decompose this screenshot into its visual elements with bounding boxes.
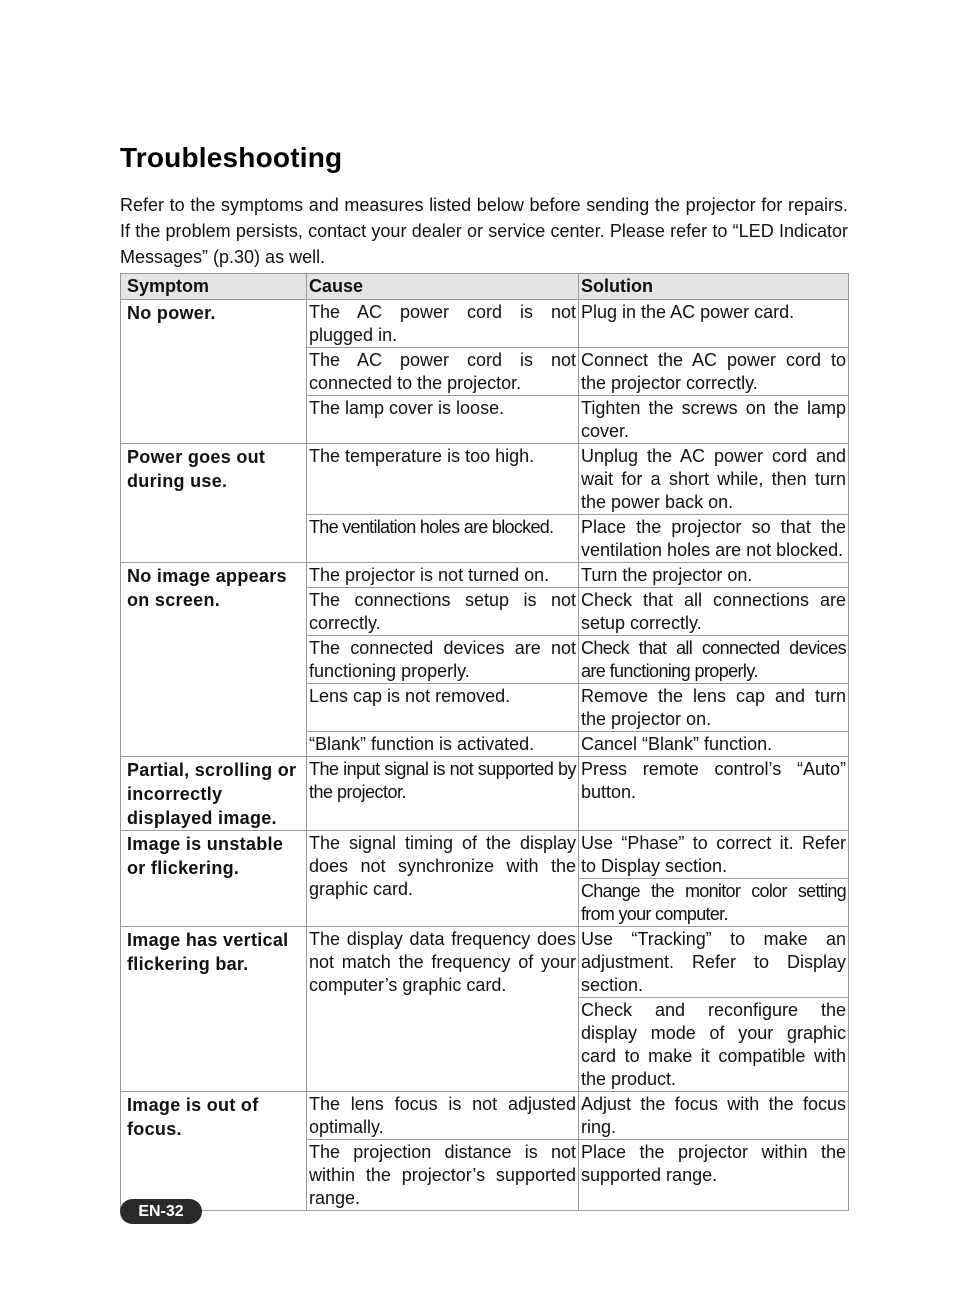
- cause-cell: The projection distance is not within the projector’s supported range.: [307, 1140, 579, 1211]
- cause-cell: The ventilation holes are blocked.: [307, 515, 579, 563]
- table-header: [121, 274, 849, 300]
- table-body: [121, 300, 849, 1211]
- cause-cell: The connections setup is not correctly.: [307, 588, 579, 636]
- header-cause: Cause: [307, 274, 579, 300]
- table-row: [121, 927, 849, 998]
- solution-cell: Remove the lens cap and turn the projector on.: [579, 684, 849, 732]
- cause-cell: “Blank” function is activated.: [307, 732, 579, 757]
- symptom-cell: No image appears on screen.: [121, 563, 307, 757]
- cause-cell: The display data frequency does not match the frequency of your computer’s graphic card.: [307, 927, 579, 1092]
- table-row: [121, 831, 849, 879]
- page-number-badge: EN-32: [120, 1199, 202, 1224]
- solution-cell: Cancel “Blank” function.: [579, 732, 849, 757]
- solution-cell: Use “Tracking” to make an adjustment. Refer to Display section.: [579, 927, 849, 998]
- page-title: Troubleshooting: [120, 142, 343, 173]
- cause-cell: The input signal is not supported by the projector.: [307, 757, 579, 831]
- cause-cell: The temperature is too high.: [307, 444, 579, 515]
- symptom-cell: Partial, scrolling or incorrectly displayed image.: [121, 757, 307, 831]
- solution-cell: Place the projector within the supported range.: [579, 1140, 849, 1211]
- symptom-cell: Power goes out during use.: [121, 444, 307, 563]
- table-row: [121, 757, 849, 831]
- header-symptom: Symptom: [121, 274, 307, 300]
- cause-cell: The projector is not turned on.: [307, 563, 579, 588]
- table-row: [121, 300, 849, 348]
- cause-cell: The connected devices are not functioning properly.: [307, 636, 579, 684]
- symptom-cell: Image is out of focus.: [121, 1092, 307, 1211]
- cause-cell: Lens cap is not removed.: [307, 684, 579, 732]
- symptom-cell: Image has vertical flickering bar.: [121, 927, 307, 1092]
- solution-cell: Unplug the AC power cord and wait for a short while, then turn the power back on.: [579, 444, 849, 515]
- cause-cell: The AC power cord is not plugged in.: [307, 300, 579, 348]
- intro-paragraph: Refer to the symptoms and measures listed below before sending the projector for repairs. If the problem persists, contact your dealer or service center. Please refer to “LED Indicator Messages” (p.30) as well.: [120, 195, 848, 267]
- solution-cell: Check that all connected devices are functioning properly.: [579, 636, 849, 684]
- solution-cell: Check that all connections are setup correctly.: [579, 588, 849, 636]
- cause-cell: The lens focus is not adjusted optimally.: [307, 1092, 579, 1140]
- solution-cell: Check and reconfigure the display mode of your graphic card to make it compatible with the product.: [579, 998, 849, 1092]
- solution-cell: Place the projector so that the ventilation holes are not blocked.: [579, 515, 849, 563]
- cause-cell: The signal timing of the display does not synchronize with the graphic card.: [307, 831, 579, 927]
- solution-cell: Change the monitor color setting from your computer.: [579, 879, 849, 927]
- cause-cell: The AC power cord is not connected to the projector.: [307, 348, 579, 396]
- cause-cell: The lamp cover is loose.: [307, 396, 579, 444]
- symptom-cell: No power.: [121, 300, 307, 444]
- header-row: [121, 274, 849, 300]
- solution-cell: Turn the projector on.: [579, 563, 849, 588]
- troubleshooting-table: [120, 273, 849, 1211]
- header-solution: Solution: [579, 274, 849, 300]
- solution-cell: Press remote control’s “Auto” button.: [579, 757, 849, 831]
- symptom-cell: Image is unstable or flickering.: [121, 831, 307, 927]
- table-row: [121, 444, 849, 515]
- solution-cell: Adjust the focus with the focus ring.: [579, 1092, 849, 1140]
- solution-cell: Use “Phase” to correct it. Refer to Display section.: [579, 831, 849, 879]
- table-row: [121, 563, 849, 588]
- solution-cell: Plug in the AC power card.: [579, 300, 849, 348]
- solution-cell: Tighten the screws on the lamp cover.: [579, 396, 849, 444]
- solution-cell: Connect the AC power cord to the projector correctly.: [579, 348, 849, 396]
- table-row: [121, 1092, 849, 1140]
